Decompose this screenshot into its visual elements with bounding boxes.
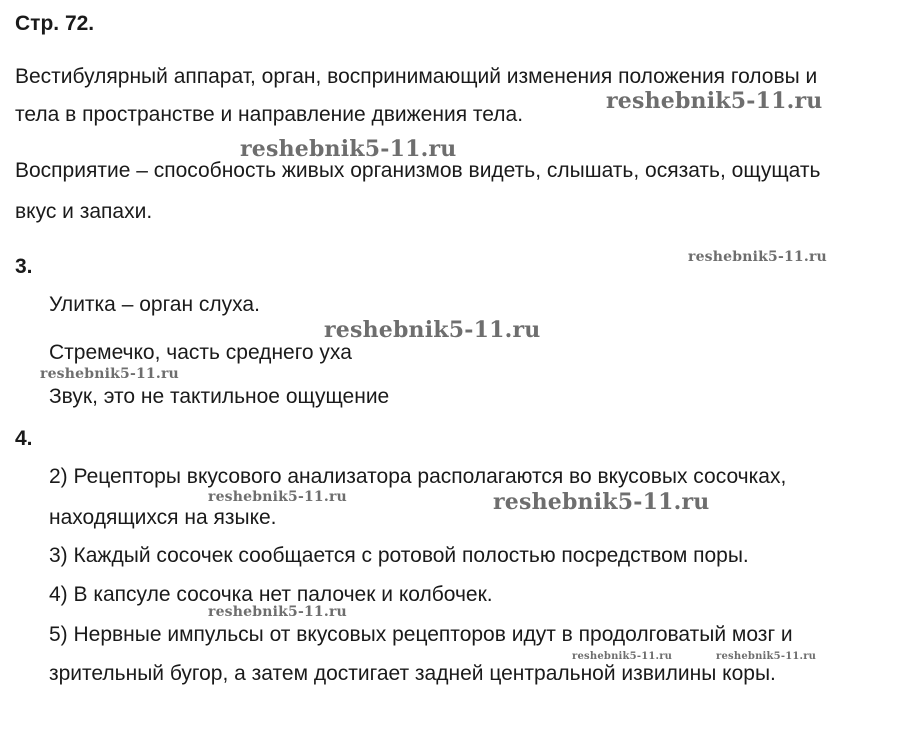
- section-3-item: Улитка – орган слуха.: [49, 293, 260, 316]
- paragraph-vestibular-line-2: тела в пространстве и направление движения тела.: [15, 103, 524, 126]
- paragraph-perception-line-1: Восприятие – способность живых организмов видеть, слышать, осязать, ощущать: [15, 159, 821, 182]
- section-3-item: Стремечко, часть среднего уха: [49, 341, 352, 364]
- watermark: reshebnik5-11.ru: [716, 651, 817, 662]
- section-3-number: 3.: [15, 255, 33, 278]
- section-3-item: Звук, это не тактильное ощущение: [49, 385, 390, 408]
- section-4-item-3: 3) Каждый сосочек сообщается с ротовой полостью посредством поры.: [49, 544, 749, 567]
- section-4-number: 4.: [15, 427, 33, 450]
- section-4-item-2-line-2: находящихся на языке.: [49, 506, 277, 529]
- watermark: reshebnik5-11.ru: [688, 249, 827, 265]
- watermark: reshebnik5-11.ru: [240, 136, 457, 162]
- page-title: Стр. 72.: [15, 12, 95, 35]
- section-4-item-4: 4) В капсуле сосочка нет палочек и колбочек.: [49, 583, 493, 606]
- watermark: reshebnik5-11.ru: [208, 604, 347, 620]
- section-4-item-5-line-1: 5) Нервные импульсы от вкусовых рецепторов идут в продолговатый мозг и: [49, 623, 793, 646]
- watermark: reshebnik5-11.ru: [40, 366, 179, 382]
- watermark: reshebnik5-11.ru: [572, 651, 673, 662]
- section-4-item-5-line-2: зрительный бугор, а затем достигает задней центральной извилины коры.: [49, 662, 776, 685]
- watermark: reshebnik5-11.ru: [324, 317, 541, 343]
- paragraph-vestibular-line-1: Вестибулярный аппарат, орган, воспринимающий изменения положения головы и: [15, 65, 818, 88]
- paragraph-perception-line-2: вкус и запахи.: [15, 200, 153, 223]
- watermark: reshebnik5-11.ru: [208, 489, 347, 505]
- section-4-item-2-line-1: 2) Рецепторы вкусового анализатора располагаются во вкусовых сосочках,: [49, 465, 787, 488]
- watermark: reshebnik5-11.ru: [493, 489, 710, 515]
- watermark: reshebnik5-11.ru: [606, 88, 823, 114]
